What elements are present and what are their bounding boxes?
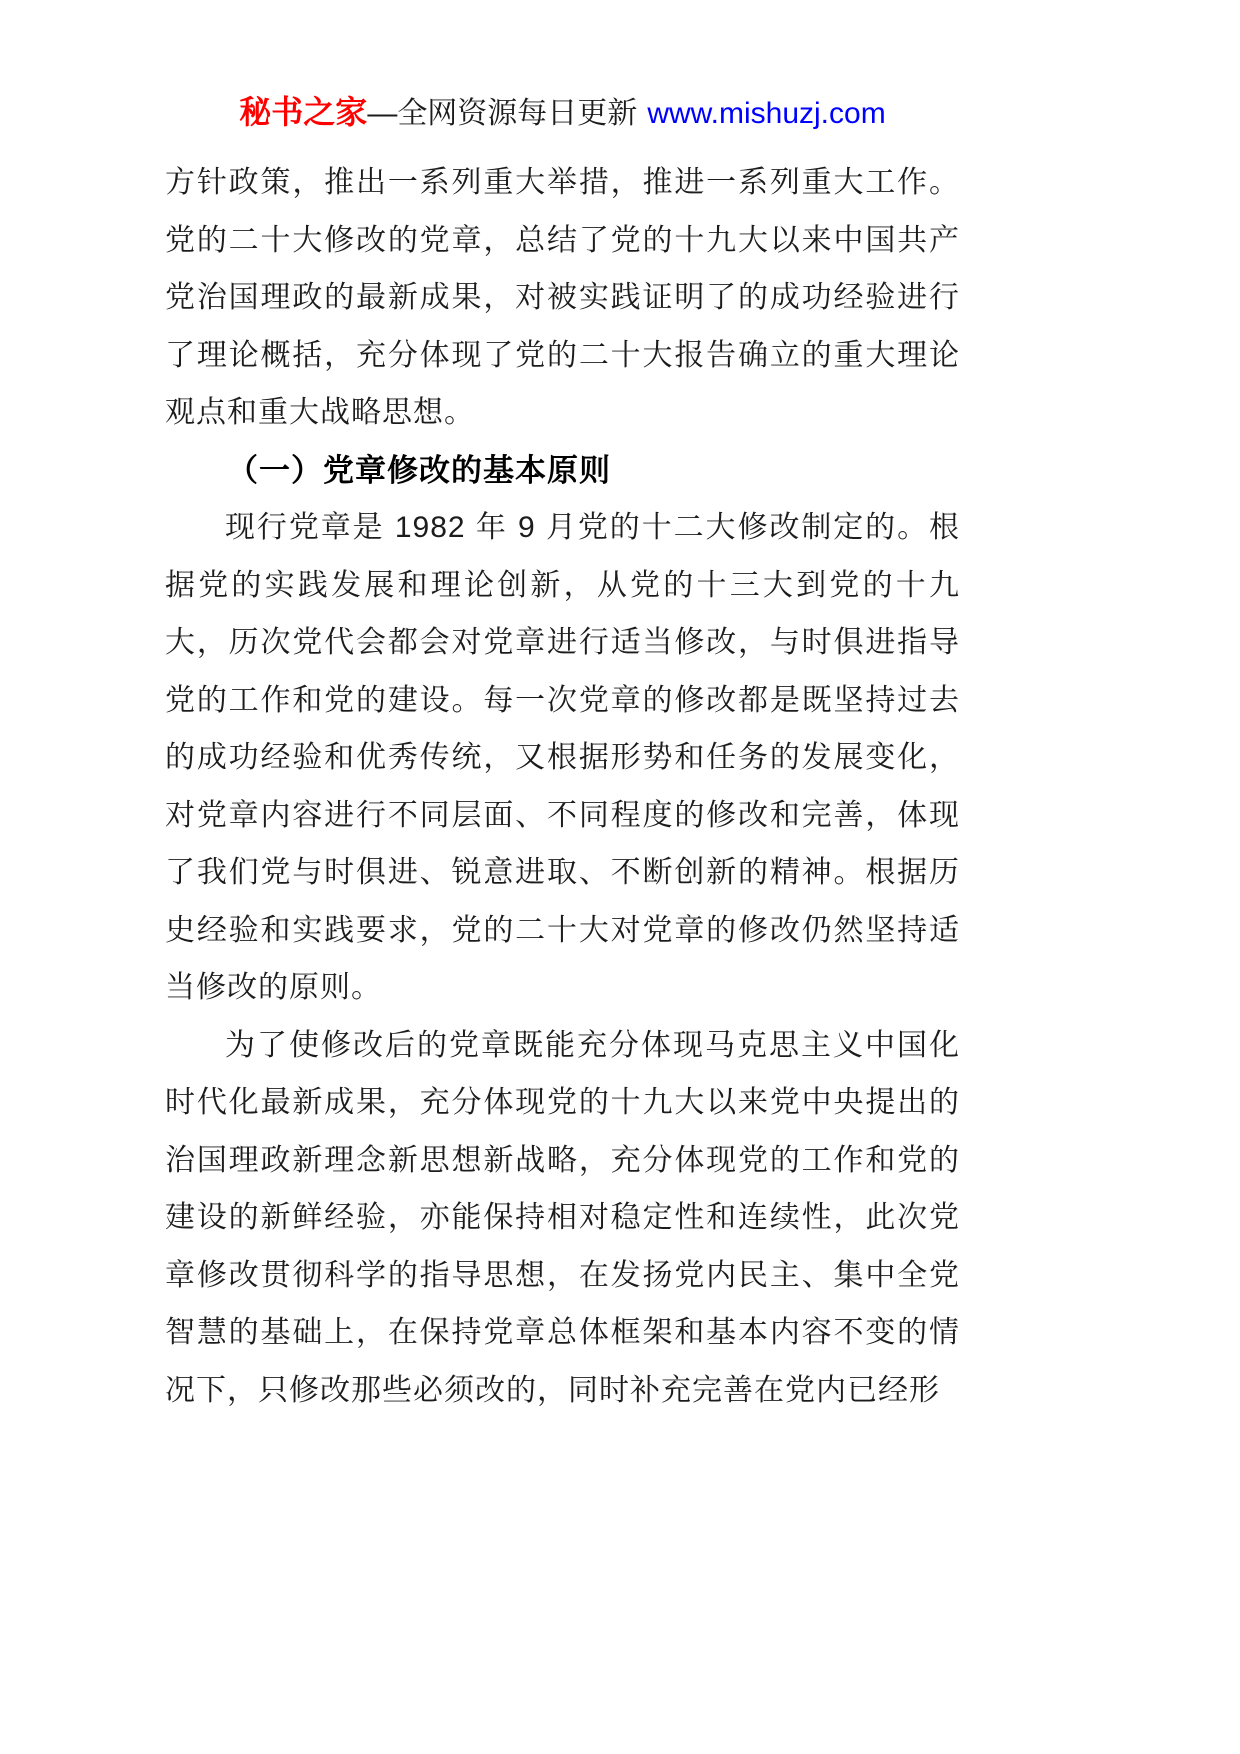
site-url[interactable]: www.mishuzj.com — [647, 97, 886, 130]
site-header — [165, 92, 960, 134]
paragraph: 现行党章是 1982 年 9 月党的十二大修改制定的。根据党的实践发展和理论创新，从党的十三大到党的十九大，历次党代会都会对党章进行适当修改，与时俱进指导党的工作和党的建设。每一次党章的修改都是既坚持过去的成功经验和优秀传统，又根据形势和任务的发展变化，对党章内容进行不同层面、不同程度的修改和完善，体现了我们党与时俱进、锐意进取、不断创新的精神。根据历史经验和实践要求，党的二十大对党章的修改仍然坚持适当修改的原则。 — [165, 511, 960, 1004]
site-brand: 秘书之家 — [239, 94, 368, 130]
paragraph: 为了使修改后的党章既能充分体现马克思主义中国化时代化最新成果，充分体现党的十九大以来党中央提出的治国理政新理念新思想新战略，充分体现党的工作和党的建设的新鲜经验，亦能保持相对稳定性和连续性，此次党章修改贯彻科学的指导思想，在发扬党内民主、集中全党智慧的基础上，在保持党章总体框架和基本内容不变的情况下，只修改那些必须改的，同时补充完善在党内已经形 — [165, 1028, 960, 1407]
document-body — [165, 154, 960, 1419]
header-tagline: —全网资源每日更新 — [367, 97, 638, 130]
paragraph: 方针政策，推出一系列重大举措，推进一系列重大工作。党的二十大修改的党章，总结了党的十九大以来中国共产党治国理政的最新成果，对被实践证明了的成功经验进行了理论概括，充分体现了党的二十大报告确立的重大理论观点和重大战略思想。 — [165, 166, 960, 429]
section-heading: （一）党章修改的基本原则 — [227, 452, 611, 488]
